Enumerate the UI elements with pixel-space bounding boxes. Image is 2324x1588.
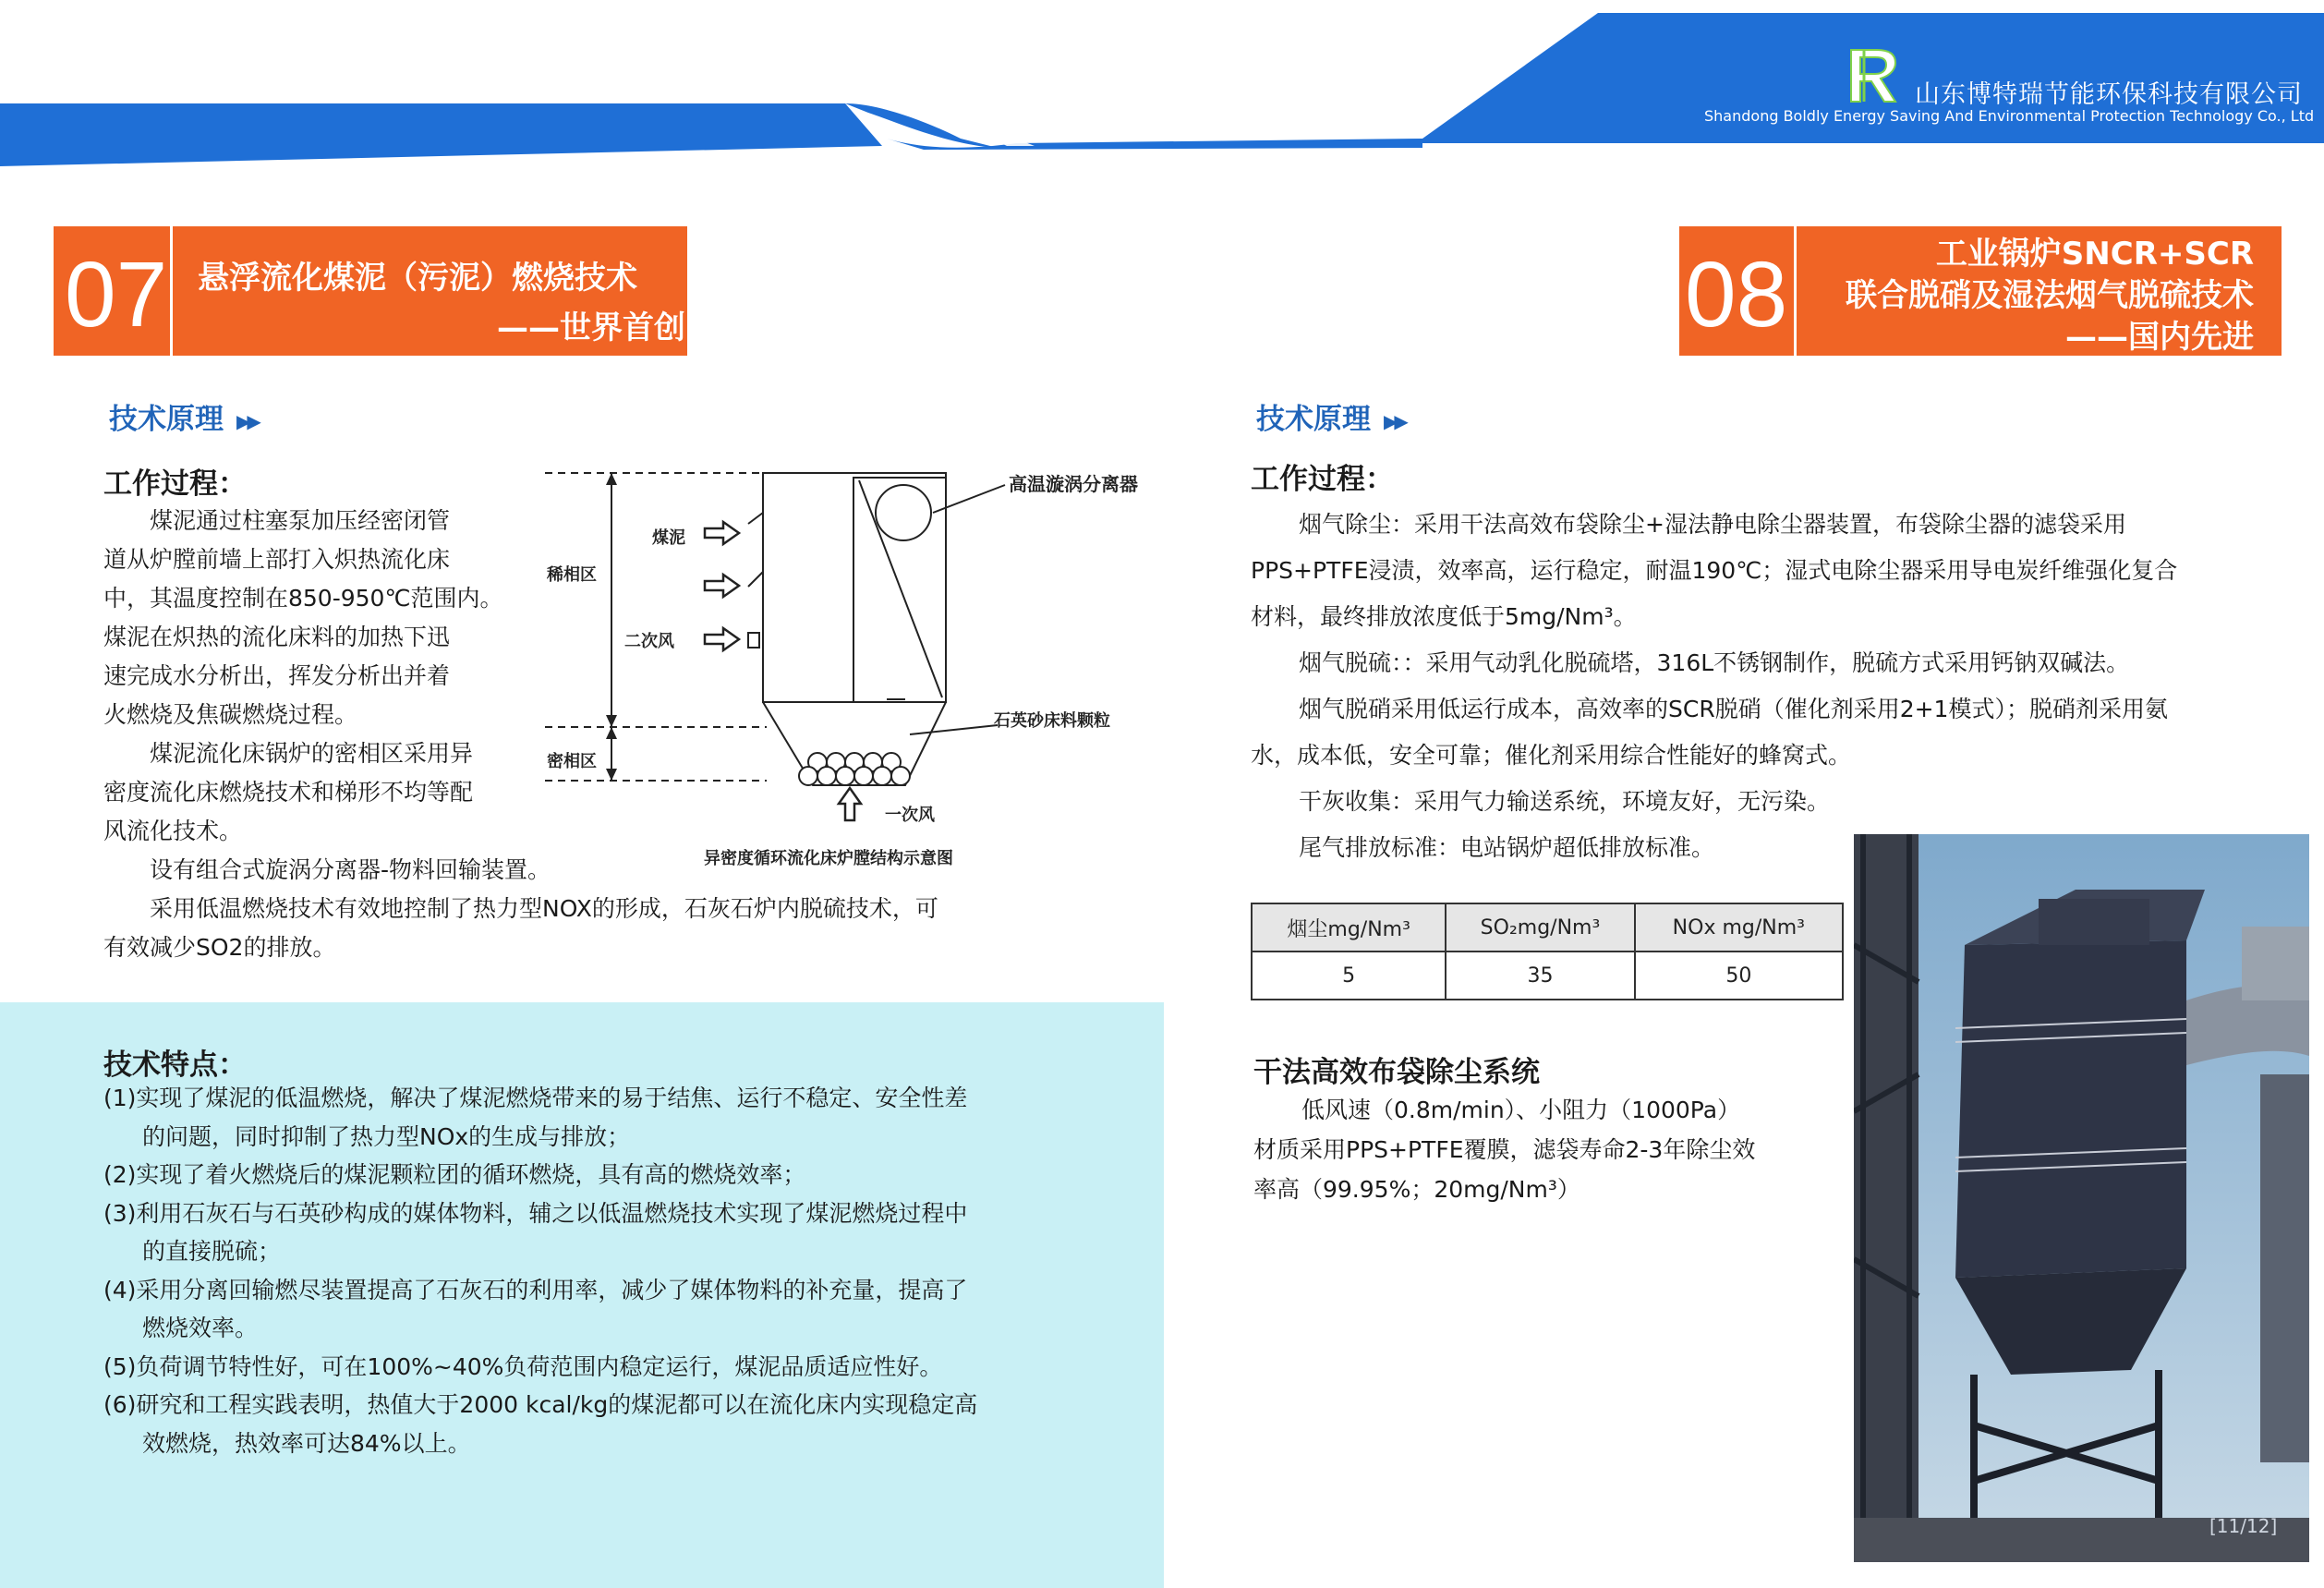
process-line: 有效减少SO2的排放。 (103, 934, 336, 961)
section-08-process-heading: 工作过程： (1251, 463, 1394, 496)
bag-filter-photo (1854, 834, 2309, 1562)
table-header-cell: 烟尘mg/Nm³ (1252, 903, 1446, 952)
diagram-label-primary-air: 一次风 (885, 806, 935, 825)
process-line: 烟气脱硝采用低运行成本，高效率的SCR脱硝（催化剂采用2+1模式）；脱硝剂采用氨 (1299, 696, 2168, 722)
section-07-process-heading: 工作过程： (103, 467, 247, 501)
process-line: 火燃烧及焦碳燃烧过程。 (103, 701, 358, 728)
bag-filter-text (1253, 1090, 1755, 1209)
section-08-principle-heading (1256, 395, 1405, 437)
process-line: 密度流化床燃烧技术和梯形不均等配 (103, 779, 474, 806)
process-line: 风流化技术。 (103, 818, 243, 844)
process-line: 尾气排放标准：电站锅炉超低排放标准。 (1299, 834, 1715, 861)
table-header-row (1252, 903, 1843, 952)
bag-filter-heading: 干法高效布袋除尘系统 (1253, 1056, 1540, 1089)
section-07-features-list (103, 1079, 977, 1462)
process-line: 烟气除尘：采用干法高效布袋除尘+湿法静电除尘器装置，布袋除尘器的滤袋采用 (1299, 511, 2126, 538)
feature-item: (2)实现了着火燃烧后的煤泥颗粒团的循环燃烧，具有高的燃烧效率； (103, 1161, 806, 1188)
diagram-label-dense: 密相区 (547, 752, 597, 771)
page-number: [11/12] (2209, 1515, 2278, 1537)
section-08-number: 08 (1685, 243, 1788, 346)
table-cell: 50 (1635, 952, 1843, 1000)
boiler-diagram (536, 457, 1145, 873)
principle-heading-text: 技术原理 (109, 403, 224, 436)
feature-item: (5)负荷调节特性好，可在100%~40%负荷范围内稳定运行，煤泥品质适应性好。 (103, 1352, 943, 1380)
diagram-label-coal: 煤泥 (652, 528, 685, 548)
emission-table (1251, 903, 1844, 1000)
process-line: 水，成本低，安全可靠；催化剂采用综合性能好的蜂窝式。 (1251, 742, 1852, 769)
feature-item: 效燃烧，热效率可达84%以上。 (142, 1429, 471, 1457)
table-row (1252, 952, 1843, 1000)
table-header-cell: SO₂mg/Nm³ (1446, 903, 1634, 952)
feature-item: (3)利用石灰石与石英砂构成的媒体物料，辅之以低温燃烧技术实现了煤泥燃烧过程中 (103, 1199, 968, 1227)
section-08-subtitle: ——国内先进 (2065, 319, 2254, 356)
process-line: 煤泥流化床锅炉的密相区采用异 (150, 740, 474, 767)
feature-item: (1)实现了煤泥的低温燃烧，解决了煤泥燃烧带来的易于结焦、运行不稳定、安全性差 (103, 1085, 968, 1111)
process-line: 煤泥在炽热的流化床料的加热下迅 (103, 624, 451, 650)
section-08-title-line2: 联合脱硝及湿法烟气脱硫技术 (1846, 277, 2254, 314)
process-line: 道从炉膛前墙上部打入炽热流化床 (103, 546, 451, 573)
banner-divider (170, 226, 173, 356)
section-07-features-heading: 技术特点： (103, 1049, 247, 1082)
double-chevron-icon: ▶▶ (1384, 409, 1405, 432)
bag-filter-line: 率高（99.95%；20mg/Nm³） (1253, 1176, 1580, 1203)
section-08-title: 工业锅炉SNCR+SCR (1935, 236, 2254, 273)
feature-item: 的直接脱硫； (142, 1238, 282, 1265)
section-07-title: 悬浮流化煤泥（污泥）燃烧技术 (198, 260, 637, 297)
feature-item: (6)研究和工程实践表明，热值大于2000 kcal/kg的煤泥都可以在流化床内实现稳定高 (103, 1391, 978, 1418)
principle-heading-text: 技术原理 (1256, 403, 1371, 436)
section-08-banner (1679, 226, 2282, 356)
process-line: 中，其温度控制在850-950℃范围内。 (103, 585, 503, 612)
process-line: 材料，最终排放浓度低于5mg/Nm³。 (1251, 603, 1637, 630)
process-line: 烟气脱硫：：采用气动乳化脱硫塔，316L不锈钢制作，脱硫方式采用钙钠双碱法。 (1299, 649, 2130, 676)
company-name-cn: 山东博特瑞节能环保科技有限公司 (1915, 80, 2303, 109)
section-08-process-text (1251, 502, 2177, 871)
company-logo (1844, 46, 1910, 105)
process-line: 煤泥通过柱塞泵加压经密闭管 (150, 507, 451, 534)
double-chevron-icon: ▶▶ (236, 409, 258, 432)
feature-item: 的问题，同时抑制了热力型NOx的生成与排放； (142, 1122, 631, 1150)
company-name-en: Shandong Boldly Energy Saving And Environmental Protection Technology Co., Ltd (1704, 107, 2315, 125)
process-line: 设有组合式旋涡分离器-物料回输装置。 (150, 856, 551, 883)
feature-item: 燃烧效率。 (142, 1315, 259, 1341)
diagram-label-separator: 高温漩涡分离器 (1009, 473, 1138, 495)
section-07-number: 07 (65, 243, 168, 346)
diagram-label-quartz: 石英砂床料颗粒 (994, 711, 1110, 731)
table-cell: 35 (1446, 952, 1634, 1000)
process-line: PPS+PTFE浸渍，效率高，运行稳定，耐温190℃；湿式电除尘器采用导电炭纤维强化复合 (1251, 557, 2178, 584)
table-cell: 5 (1252, 952, 1446, 1000)
process-line: 干灰收集：采用气力输送系统，环境友好，无污染。 (1299, 788, 1831, 815)
bag-filter-line: 低风速（0.8m/min）、小阻力（1000Pa） (1301, 1097, 1741, 1123)
bag-filter-line: 材质采用PPS+PTFE覆膜，滤袋寿命2-3年除尘效 (1253, 1136, 1756, 1163)
diagram-label-dilute: 稀相区 (547, 565, 597, 585)
section-07-principle-heading (109, 395, 258, 437)
process-line: 速完成水分析出，挥发分析出并着 (103, 662, 451, 689)
section-07-banner (54, 226, 687, 356)
process-line: 采用低温燃烧技术有效地控制了热力型NOX的形成，石灰石炉内脱硫技术，可 (150, 895, 938, 922)
table-header-cell: NOx mg/Nm³ (1635, 903, 1843, 952)
diagram-caption: 异密度循环流化床炉膛结构示意图 (704, 849, 953, 868)
feature-item: (4)采用分离回输燃尽装置提高了石灰石的利用率，减少了媒体物料的补充量，提高了 (103, 1276, 968, 1303)
section-07-subtitle: ——世界首创 (497, 309, 685, 346)
banner-divider (1794, 226, 1797, 356)
diagram-label-secondary-air: 二次风 (624, 632, 674, 651)
